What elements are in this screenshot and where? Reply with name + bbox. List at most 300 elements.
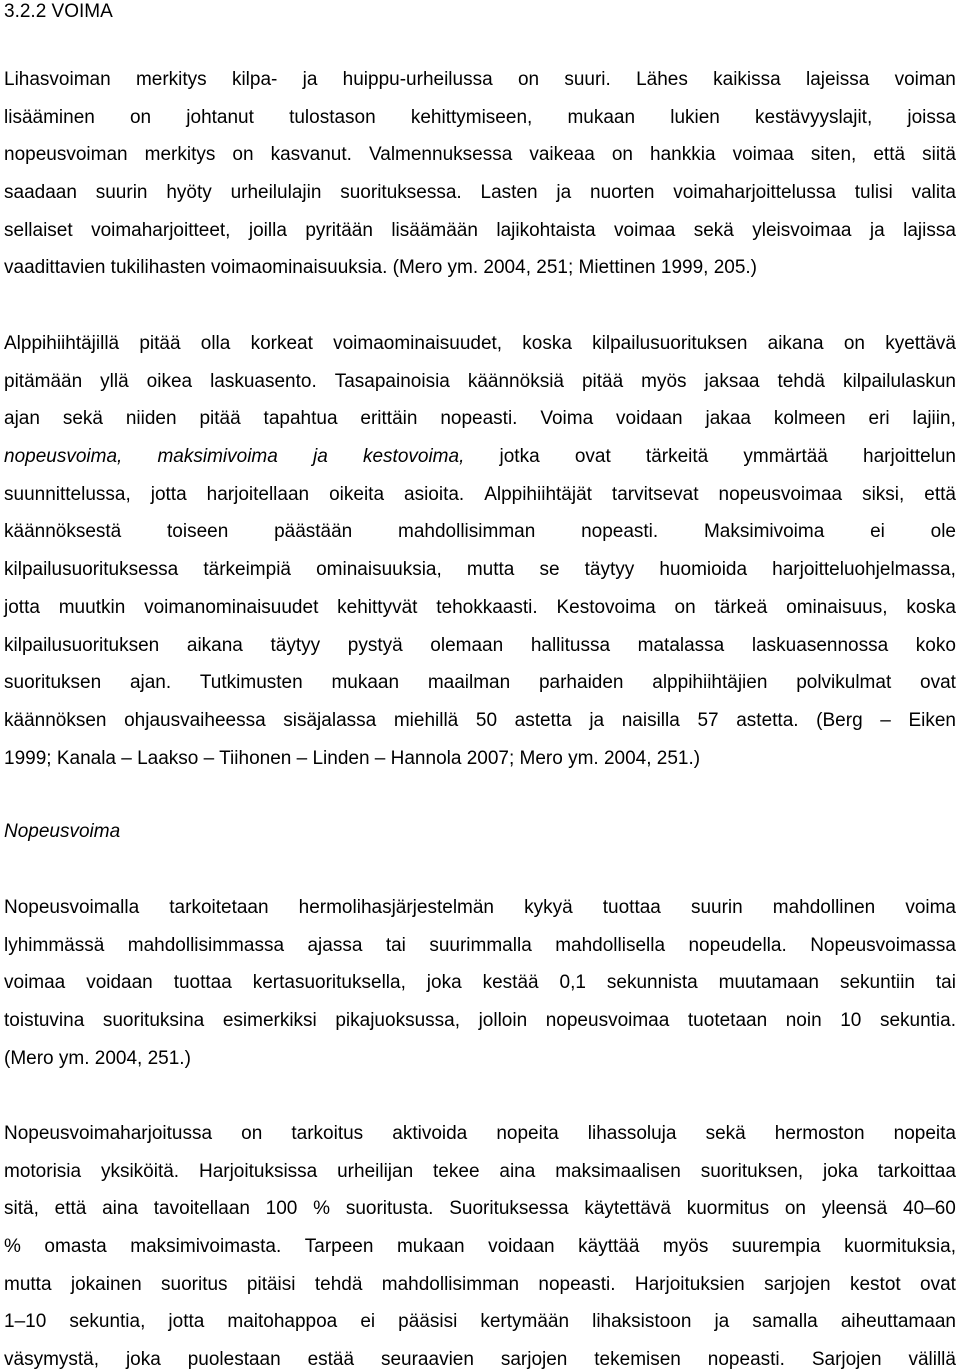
paragraph-line (4, 363, 956, 401)
word: aktivoida (392, 1123, 468, 1144)
word: välillä (908, 1349, 956, 1371)
word: merkitys (144, 144, 216, 166)
word: sekunnista (606, 972, 698, 994)
word: yleisvoimaa (752, 219, 852, 241)
word: aikana (186, 634, 243, 656)
word: hallitussa (530, 634, 611, 656)
word: ja (589, 709, 605, 731)
word: väsymystä, (4, 1349, 100, 1371)
word: kykyä (524, 897, 573, 918)
word: ja (302, 69, 318, 90)
paragraph-line (4, 551, 956, 589)
word: tarvitsevat (611, 483, 699, 505)
word: on (232, 144, 254, 166)
paragraph-line (4, 964, 956, 1002)
word: sellaiset (4, 219, 73, 241)
word: siitä (922, 144, 956, 166)
word: ja (714, 1311, 730, 1333)
word: käännöksiä (467, 370, 564, 392)
word: Valmennuksessa (368, 144, 513, 166)
word: on (129, 106, 152, 128)
word: kilpailusuorituksen (4, 634, 160, 656)
word: tarkoittaa (877, 1160, 956, 1182)
word: parhaiden (538, 672, 624, 694)
word: kilpailusuorituksessa (4, 559, 179, 581)
word: tehdä (314, 1273, 363, 1295)
word: suoritus (161, 1273, 228, 1295)
word: jaksaa (704, 370, 760, 392)
word: jokainen (70, 1273, 142, 1295)
word: urheilijan (337, 1160, 414, 1182)
word: siten, (810, 144, 857, 166)
paragraph-line (4, 1002, 956, 1040)
word: johtanut (186, 106, 254, 128)
word: asioita. (404, 483, 465, 505)
word: lajissa (903, 219, 956, 241)
word: nopeasti. (538, 1273, 616, 1295)
paragraph-speed-strength-definition (4, 889, 956, 1077)
word: ja (556, 182, 572, 204)
word: hankkia (650, 144, 716, 166)
paragraph-line-italic-terms (4, 438, 956, 476)
word: samalla (752, 1311, 818, 1333)
word: astetta (514, 709, 572, 731)
word: kestää (482, 972, 539, 994)
paragraph-line (4, 1153, 956, 1191)
word: joissa (907, 106, 956, 128)
word: huomioida (659, 559, 748, 581)
word: koska (906, 596, 956, 618)
paragraph-line (4, 740, 956, 778)
paragraph-speed-strength-training (4, 1115, 956, 1371)
word: käyttää (578, 1236, 640, 1258)
word: hermoston (774, 1123, 865, 1144)
line-text: 1999; Kanala – Laakso – Tiihonen – Linden – Hannola 2007; Mero ym. 2004, 251.) (4, 747, 701, 769)
word: Eiken (908, 709, 956, 731)
word: on (241, 1123, 263, 1144)
word: pitämään (4, 370, 83, 392)
word: suorituksina (102, 1010, 205, 1032)
word: voidaan (86, 972, 153, 994)
word: nopeusvoimaa (545, 1010, 670, 1032)
word: tuottaa (173, 972, 232, 994)
word: eri (868, 408, 890, 430)
word: mutta (466, 559, 515, 581)
word: kolmeen (773, 408, 846, 430)
word: huippu-urheilussa (342, 69, 493, 90)
word: pyritään (305, 219, 373, 241)
word: muutamaan (718, 972, 819, 994)
word: pääsisi (398, 1311, 458, 1333)
word: % (4, 1236, 21, 1258)
word: lihaksistoon (592, 1311, 692, 1333)
word: niiden (125, 408, 177, 430)
word: mukaan (567, 106, 636, 128)
section-heading: 3.2.2 VOIMA (4, 1, 113, 22)
word: suunnittelussa, (4, 483, 131, 505)
word: mukaan (396, 1236, 465, 1258)
word: lajiin, (912, 408, 956, 430)
word: esimerkiksi (222, 1010, 317, 1032)
paragraph-line (4, 927, 956, 965)
word: voidaan (616, 408, 683, 430)
word: on (843, 333, 865, 354)
word: suorituksen (4, 672, 102, 694)
paragraph-line (4, 627, 956, 665)
word: olla (200, 333, 231, 354)
word: toiseen (167, 521, 229, 543)
word: 1–10 (4, 1311, 47, 1333)
word: mahdollisimman (381, 1273, 520, 1295)
word: seuraavien (380, 1349, 474, 1371)
word: Nopeusvoimalla (4, 897, 140, 918)
word: % (313, 1198, 331, 1220)
word: puolestaan (187, 1349, 281, 1371)
word: suurempia (731, 1236, 821, 1258)
word: käännöksestä (4, 521, 122, 543)
word: Sarjojen (811, 1349, 882, 1371)
word: hyöty (166, 182, 212, 204)
word: ja (313, 446, 328, 468)
word: harjoitteluohjelmassa, (772, 559, 956, 581)
word: merkitys (135, 69, 207, 90)
word: myös (641, 370, 687, 392)
word: on (784, 1198, 806, 1220)
word: Lihasvoiman (4, 69, 111, 90)
word: päästään (274, 521, 353, 543)
word: Tasapainoisia (334, 370, 450, 392)
word: aiheuttamaan (840, 1311, 956, 1333)
word: ajan. (129, 672, 172, 694)
word: mahdollinen (772, 897, 876, 918)
word: joka (823, 1160, 858, 1182)
word: Lähes (636, 69, 688, 90)
word: voimaa (614, 219, 676, 241)
word: noin (785, 1010, 822, 1032)
word: tärkeä (714, 596, 768, 618)
word: Harjoituksien (634, 1273, 745, 1295)
word: ajassa (307, 934, 363, 956)
word: tulostason (289, 106, 376, 128)
word: nopeasti. (581, 521, 659, 543)
word: lyhimmässä (4, 934, 105, 956)
paragraph-line (4, 174, 956, 212)
word: voimaa (4, 972, 66, 994)
word: nopeusvoimaa (718, 483, 843, 505)
word: Nopeusvoimassa (810, 934, 956, 956)
word: pystyä (347, 634, 403, 656)
word: nopeita (893, 1123, 956, 1144)
word: sisäjalassa (283, 709, 377, 731)
word: nopeasti. (440, 408, 518, 430)
word: pitää (139, 333, 181, 354)
word: kuormitus (686, 1198, 770, 1220)
word: tuottaa (602, 897, 661, 918)
word: tekemisen (594, 1349, 681, 1371)
word: sekuntiin (839, 972, 915, 994)
word: suurin (95, 182, 148, 204)
word: ymmärtää (743, 446, 828, 468)
word: maksimivoima (157, 446, 278, 468)
word: kertymään (480, 1311, 570, 1333)
word: toistuvina (4, 1010, 85, 1032)
word: Nopeusvoimaharjoitussa (4, 1123, 213, 1144)
word: lajikohtaista (496, 219, 596, 241)
word: (Berg (816, 709, 863, 731)
word: urheilulajin (230, 182, 322, 204)
word: yksiköitä. (100, 1160, 180, 1182)
word: nopeasti. (707, 1349, 785, 1371)
word: voiman (894, 69, 956, 90)
word: harjoitellaan (206, 483, 310, 505)
word: mahdollisella (555, 934, 666, 956)
paragraph-line (4, 400, 956, 438)
word: koska (522, 333, 572, 354)
word: ajan (4, 408, 40, 430)
word: pitää (581, 370, 624, 392)
word: jotta (4, 596, 40, 618)
word: tai (385, 934, 406, 956)
word: kehittyvät (337, 596, 418, 618)
word: ja (869, 219, 885, 241)
word: yllä (100, 370, 129, 392)
paragraph-line (4, 589, 956, 627)
word: lukien (670, 106, 720, 128)
word: mutta (4, 1273, 52, 1295)
word: sekuntia. (879, 1010, 956, 1032)
word: maksimaalisen (555, 1160, 681, 1182)
word: tärkeimpiä (203, 559, 291, 581)
paragraph-line (4, 664, 956, 702)
word: Alppihiihtäjät (484, 483, 592, 505)
paragraph-line (4, 325, 956, 363)
word: aikana (767, 333, 824, 354)
word: 50 (475, 709, 498, 731)
paragraph-alpine-skiers (4, 325, 956, 777)
word: myös (662, 1236, 709, 1258)
word: joilla (248, 219, 287, 241)
paragraph-line (4, 1040, 956, 1078)
word: kestävyyslajit, (755, 106, 873, 128)
word: nuorten (590, 182, 655, 204)
word: sekä (62, 408, 103, 430)
word: ohjausvaiheessa (124, 709, 266, 731)
word: pitäisi (246, 1273, 296, 1295)
paragraph-line (4, 1115, 956, 1153)
word: käytettävä (584, 1198, 671, 1220)
word: suorituksessa. (340, 182, 462, 204)
word: 57 (697, 709, 719, 731)
word: miehillä (393, 709, 459, 731)
word: aina (102, 1198, 139, 1220)
word: harjoittelun (863, 446, 956, 468)
word: estää (307, 1349, 355, 1371)
word: 10 (840, 1010, 862, 1032)
word: erittäin (360, 408, 418, 430)
word: kasvanut. (270, 144, 352, 166)
paragraph-line (4, 1303, 956, 1341)
word: tehokkaasti. (436, 596, 538, 618)
word: mukaan (331, 672, 400, 694)
word: kilpailusuorituksen (592, 333, 748, 354)
word: sarjojen (764, 1273, 831, 1295)
word: hermolihasjärjestelmän (298, 897, 495, 918)
word: Kestovoima (556, 596, 656, 618)
word: pitää (199, 408, 241, 430)
word: Tarpeen (304, 1236, 374, 1258)
paragraph-strength-importance (4, 61, 956, 287)
paragraph-line (4, 702, 956, 740)
word: Maksimivoima (703, 521, 825, 543)
word: kaikissa (713, 69, 781, 90)
word: maksimivoimasta. (130, 1236, 282, 1258)
word: on (611, 144, 633, 166)
word: kertasuorituksella, (252, 972, 406, 994)
paragraph-line (4, 1190, 956, 1228)
paragraph-line (4, 1228, 956, 1266)
word: tehdä (777, 370, 825, 392)
word: voimaharjoitteet, (91, 219, 231, 241)
word: pikajuoksussa, (335, 1010, 460, 1032)
word: täytyy (584, 559, 635, 581)
word: sitä, (4, 1198, 39, 1220)
word: lisääminen (4, 106, 95, 128)
paragraph-line (4, 136, 956, 174)
word: mahdollisimmassa (127, 934, 285, 956)
word: mahdollisimman (398, 521, 536, 543)
word: kestovoima, (362, 446, 465, 468)
word: 100 (265, 1198, 298, 1220)
word: lisäämään (391, 219, 478, 241)
word: matalassa (637, 634, 725, 656)
word: sekä (705, 1123, 746, 1144)
word: valita (911, 182, 956, 204)
word: omasta (44, 1236, 107, 1258)
paragraph-line (4, 889, 956, 927)
word: suoritusta. (345, 1198, 434, 1220)
word: voima (905, 897, 956, 918)
word: sarjojen (500, 1349, 568, 1371)
word: siksi, (862, 483, 905, 505)
word: tarkoitetaan (169, 897, 269, 918)
word: ole (930, 521, 956, 543)
word: polvikulmat (796, 672, 892, 694)
word: joka (125, 1349, 161, 1371)
word: jotta (150, 483, 187, 505)
word: että (924, 483, 956, 505)
paragraph-line (4, 1266, 956, 1304)
word: joka (426, 972, 462, 994)
word: saadaan (4, 182, 77, 204)
word: on (674, 596, 696, 618)
word: Lasten (480, 182, 538, 204)
word: astetta. (736, 709, 799, 731)
word: tekee (433, 1160, 480, 1182)
paragraph-line (4, 212, 956, 250)
word: aina (499, 1160, 536, 1182)
word: kilpa- (231, 69, 278, 90)
word: naisilla (621, 709, 680, 731)
word: korkeat (250, 333, 313, 354)
word: kestot (849, 1273, 901, 1295)
word: Voima (540, 408, 594, 430)
word: jakaa (705, 408, 751, 430)
word: tai (935, 972, 956, 994)
word: voidaan (488, 1236, 555, 1258)
line-text: (Mero ym. 2004, 251.) (4, 1047, 191, 1069)
word: laskuasento. (210, 370, 317, 392)
word: suuri. (564, 69, 611, 90)
paragraph-line (4, 476, 956, 514)
word: voimaa (732, 144, 794, 166)
word: ei (360, 1311, 376, 1333)
word: jotka (499, 446, 540, 468)
word: suurin (690, 897, 743, 918)
word: tavoitellaan (153, 1198, 250, 1220)
word: jolloin (478, 1010, 528, 1032)
word: sekä (693, 219, 734, 241)
word: kilpailulaskun (842, 370, 956, 392)
word: ei (870, 521, 885, 543)
word: kyettävä (885, 333, 956, 354)
word: – (880, 709, 891, 731)
word: Suorituksessa (449, 1198, 569, 1220)
word: tarkoitus (291, 1123, 364, 1144)
subsection-heading: Nopeusvoima (4, 821, 121, 842)
word: suurimmalla (429, 934, 532, 956)
word: tärkeitä (645, 446, 709, 468)
word: kuormituksia, (844, 1236, 956, 1258)
paragraph-line (4, 1341, 956, 1371)
word: ovat (574, 446, 611, 468)
word: nopeusvoima, (4, 446, 123, 468)
word: Tutkimusten (199, 672, 303, 694)
word: vaikeaa (529, 144, 595, 166)
word: jotta (168, 1311, 205, 1333)
word: 40–60 (903, 1198, 956, 1220)
word: tuotetaan (687, 1010, 768, 1032)
paragraph-line (4, 249, 956, 287)
word: alppihiihtäjien (652, 672, 768, 694)
word: suorituksen, (700, 1160, 804, 1182)
word: motorisia (4, 1160, 82, 1182)
word: Harjoituksissa (198, 1160, 318, 1182)
word: että (54, 1198, 87, 1220)
word: voimaharjoittelussa (673, 182, 836, 204)
word: tulisi (854, 182, 893, 204)
paragraph-line (4, 513, 956, 551)
word: nopeudella. (688, 934, 787, 956)
word: että (873, 144, 906, 166)
word: maailman (427, 672, 511, 694)
word: Alppihiihtäjillä (4, 333, 120, 354)
word: ominaisuus, (786, 596, 888, 618)
word: voimaominaisuudet, (333, 333, 503, 354)
word: ominaisuuksia, (316, 559, 442, 581)
word: lajeissa (805, 69, 870, 90)
word: olemaan (430, 634, 504, 656)
word: nopeusvoiman (4, 144, 128, 166)
word: muutkin (58, 596, 126, 618)
paragraph-line (4, 99, 956, 137)
word: 0,1 (559, 972, 586, 994)
word: laskuasennossa (751, 634, 889, 656)
word: koko (915, 634, 956, 656)
word: nopeita (496, 1123, 559, 1144)
word: lihassoluja (587, 1123, 677, 1144)
word: tapahtua (263, 408, 338, 430)
line-text: vaadittavien tukilihasten voimaominaisuuksia. (Mero ym. 2004, 251; Miettinen 1999, 205.) (4, 257, 758, 279)
